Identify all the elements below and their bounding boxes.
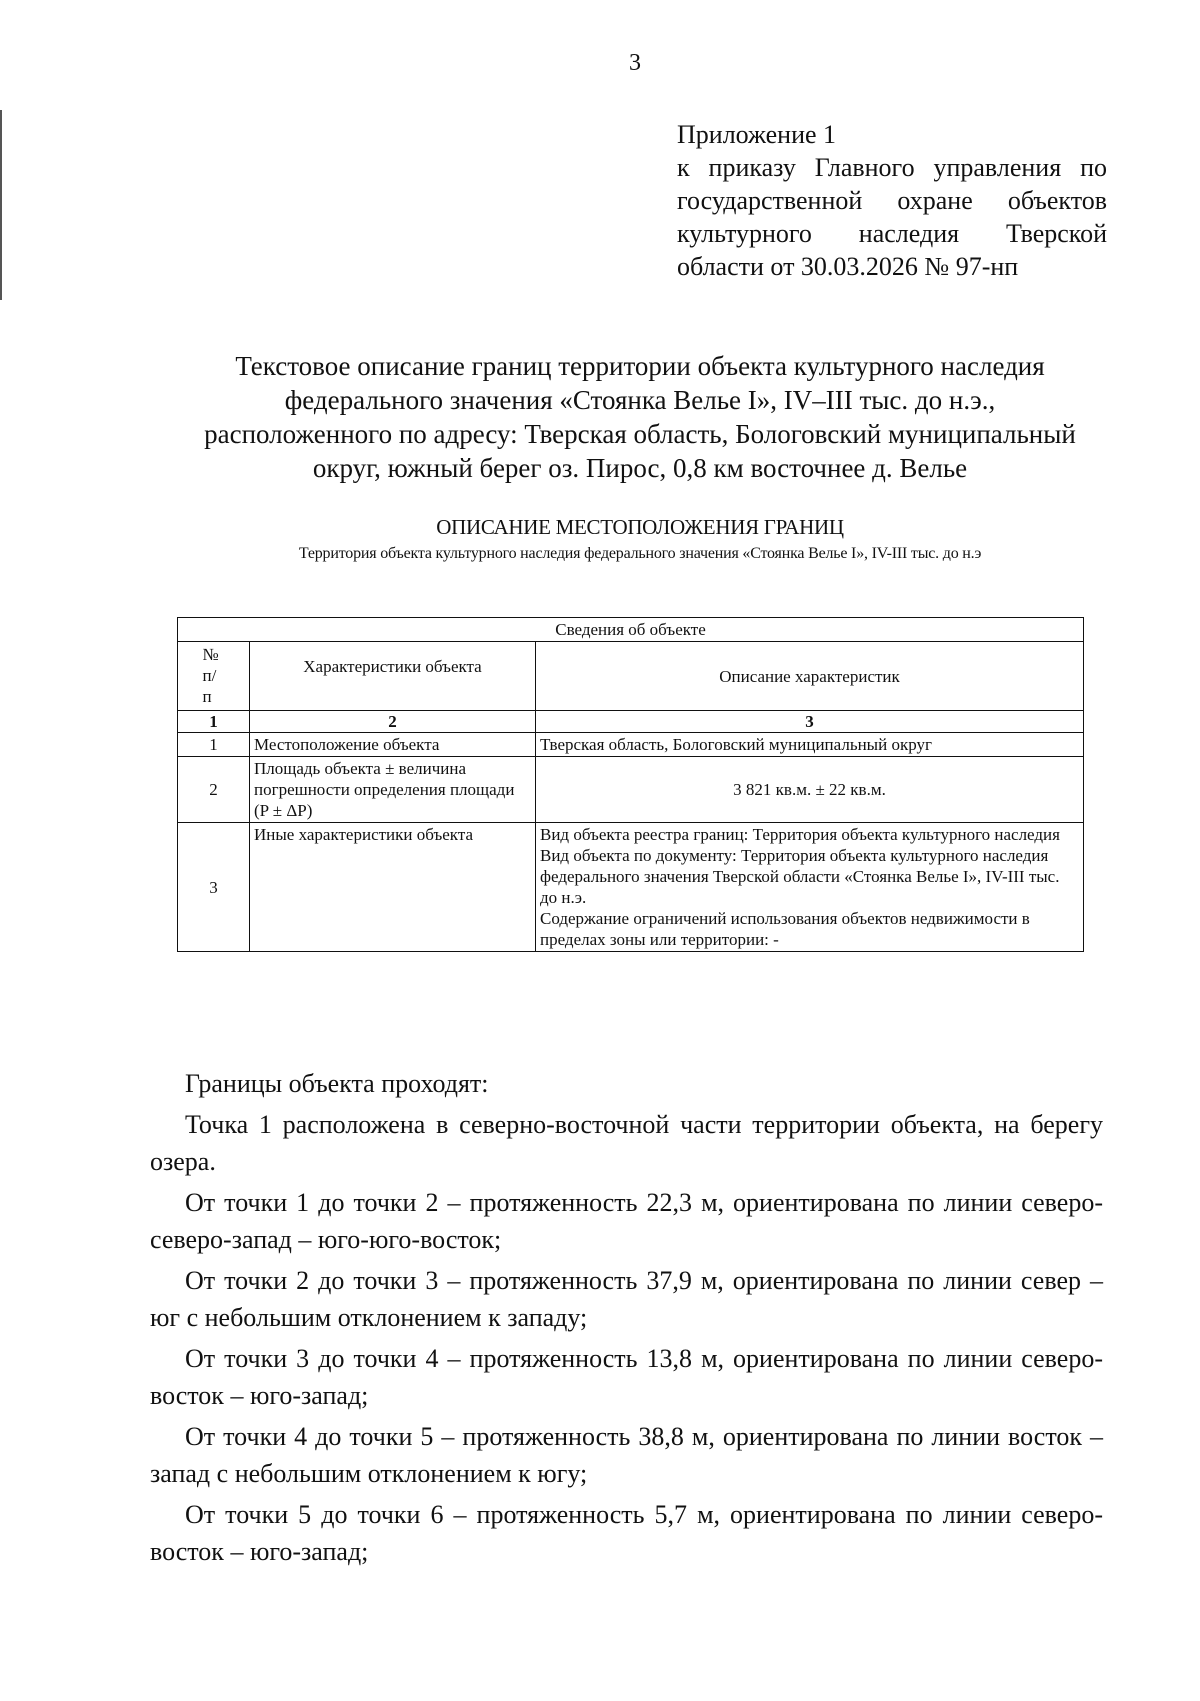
appendix-line: к приказу Главного управления по [677,153,1107,182]
row-description [536,823,1084,952]
page-number: 3 [629,50,641,76]
boundary-paragraph: От точки 2 до точки 3 – протяженность 37,9 м, ориентирована по линии север – юг с небольшим отклонением к западу; [150,1266,1103,1332]
header-description: Описание характеристик [536,642,1084,711]
boundary-paragraph: Точка 1 расположена в северно-восточной части территории объекта, на берегу озера. [150,1110,1103,1176]
table-caption-row [178,618,1084,642]
column-number: 2 [250,711,536,733]
column-number-row [178,711,1084,733]
column-number: 1 [178,711,250,733]
boundary-paragraph: От точки 5 до точки 6 – протяженность 5,7 м, ориентирована по линии северо-восток – юго-запад; [150,1500,1103,1566]
row-number: 2 [178,757,250,823]
row-characteristic: Площадь объекта ± величина погрешности определения площади (P ± ΔP) [250,757,536,823]
scan-margin-mark [0,110,2,300]
title-line: федерального значения «Стоянка Велье I», IV–III тыс. до н.э., [284,385,996,415]
column-number: 3 [536,711,1084,733]
header-number: № п/ п [178,642,250,711]
appendix-line: культурного наследия Тверской [677,219,1107,248]
boundary-paragraph: От точки 3 до точки 4 – протяженность 13,8 м, ориентирована по линии северо-восток – юго-запад; [150,1344,1103,1410]
boundary-paragraph: От точки 1 до точки 2 – протяженность 22,3 м, ориентирована по линии северо-северо-запад – юго-юго-восток; [150,1188,1103,1254]
title-line: Текстовое описание границ территории объекта культурного наследия [235,351,1045,381]
table-row [178,757,1084,823]
row-description: Тверская область, Бологовский муниципальный округ [536,733,1084,757]
appendix-line: государственной охране объектов [677,186,1107,215]
boundaries-text [150,1065,1103,1574]
boundary-paragraph: От точки 4 до точки 5 – протяженность 38,8 м, ориентирована по линии восток –запад с небольшим отклонением к югу; [150,1422,1103,1488]
row-characteristic: Иные характеристики объекта [250,823,536,952]
title-line: расположенного по адресу: Тверская область, Бологовский муниципальный [204,419,1076,449]
description-part: Содержание ограничений использования объектов недвижимости в пределах зоны или территории: - [540,909,1030,949]
title-line: округ, южный берег оз. Пирос, 0,8 км восточнее д. Велье [312,453,968,483]
object-info-table [177,617,1084,952]
boundaries-intro: Границы объекта проходят: [185,1069,489,1098]
description-part: Вид объекта по документу: Территория объекта культурного наследия федерального значения Тверской области «Стоянка Велье I», IV-III тыс. до н.э. [540,846,1060,907]
appendix-header [677,118,1107,283]
section-subtitle: Территория объекта культурного наследия федерального значения «Стоянка Велье I», IV-III тыс. до н.э [298,545,982,562]
row-description: 3 821 кв.м. ± 22 кв.м. [536,757,1084,823]
table-caption: Сведения об объекте [178,618,1084,642]
table-header-row [178,642,1084,711]
row-characteristic: Местоположение объекта [250,733,536,757]
header-characteristic: Характеристики объекта [250,642,536,711]
appendix-line: области от 30.03.2026 № 97-нп [677,252,1019,281]
appendix-line: Приложение 1 [677,120,837,149]
document-title [150,349,1130,485]
section-title: ОПИСАНИЕ МЕСТОПОЛОЖЕНИЯ ГРАНИЦ [436,515,844,539]
table-row [178,733,1084,757]
row-number: 1 [178,733,250,757]
row-number: 3 [178,823,250,952]
description-part: Вид объекта реестра границ: Территория объекта культурного наследия [540,825,1060,844]
table-row [178,823,1084,952]
